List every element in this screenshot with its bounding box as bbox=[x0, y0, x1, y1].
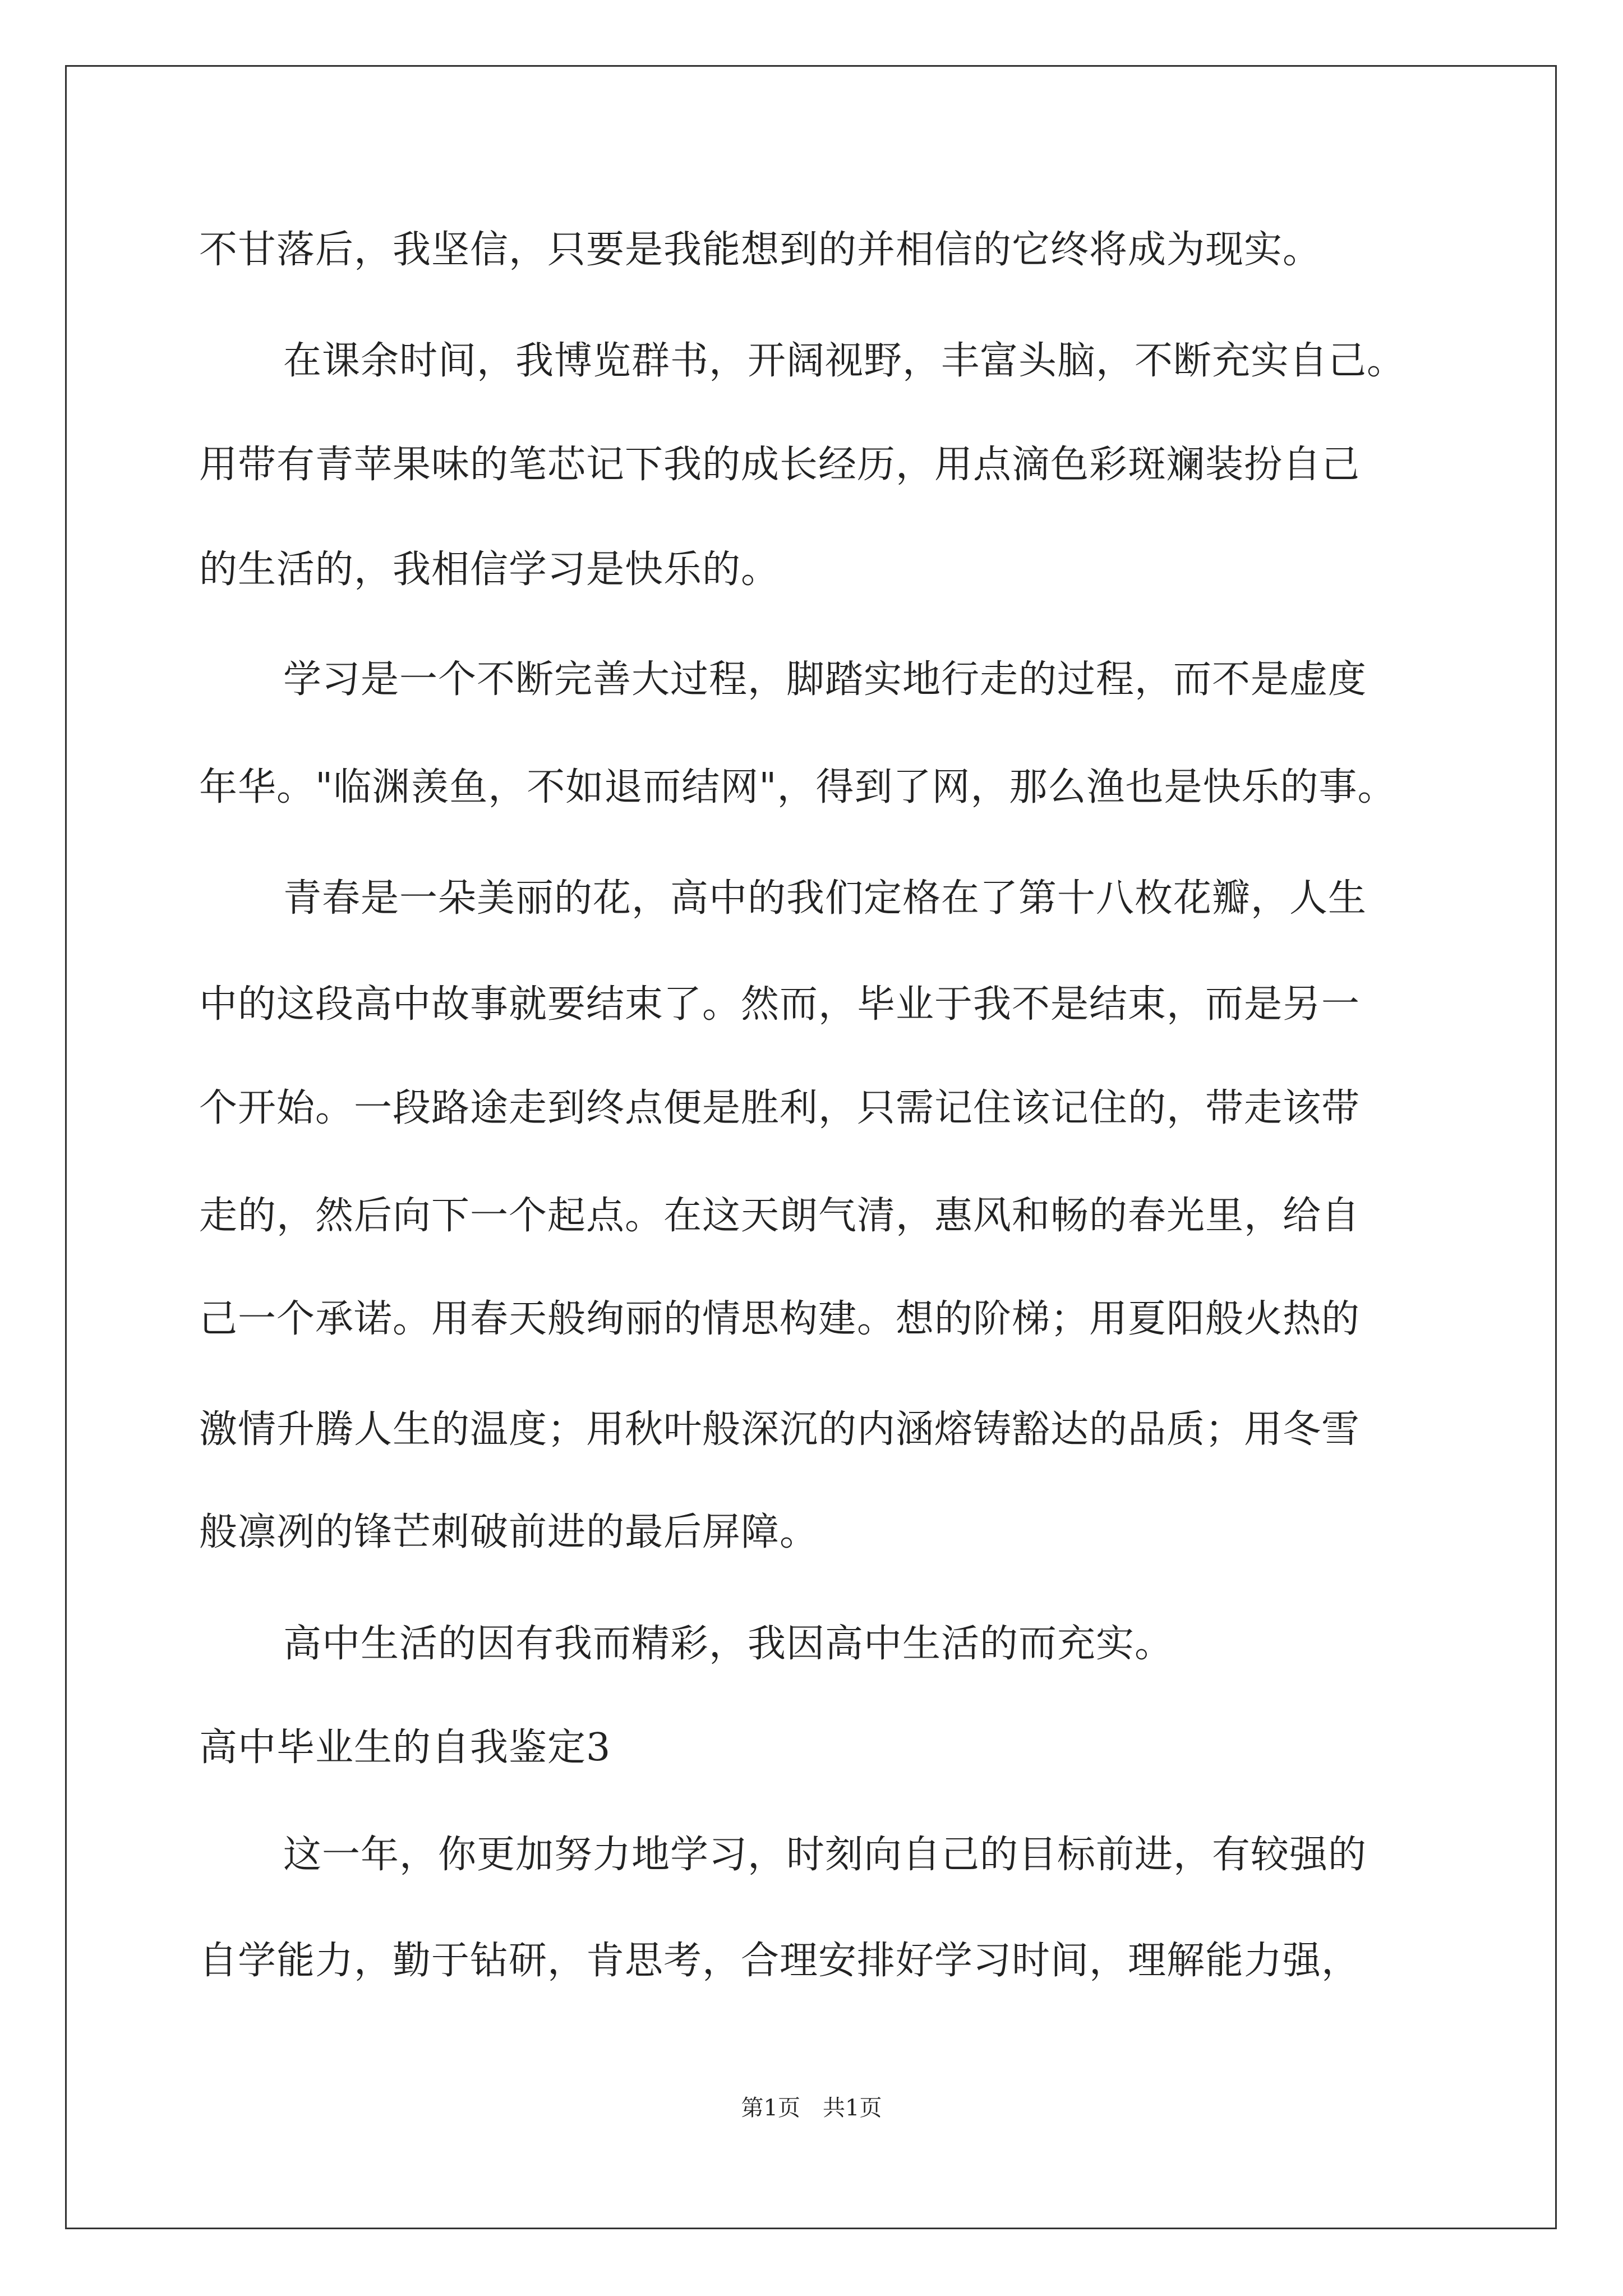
text-line-11: 己一个承诺。用春天般绚丽的情思构建。想的阶梯；用夏阳般火热的 bbox=[199, 1297, 1361, 1341]
text-line-16: 自学能力，勤于钻研，肯思考，合理安排好学习时间，理解能力强， bbox=[199, 1939, 1361, 1983]
text-line-5: 学习是一个不断完善大过程，脚踏实地行走的过程，而不是虚度 bbox=[283, 657, 1367, 702]
text-line-14: 高中生活的因有我而精彩，我因高中生活的而充实。 bbox=[283, 1622, 1174, 1666]
text-line-3: 用带有青苹果味的笔芯记下我的成长经历，用点滴色彩斑斓装扮自己 bbox=[199, 443, 1361, 487]
text-line-9: 个开始。一段路途走到终点便是胜利，只需记住该记住的，带走该带 bbox=[199, 1086, 1361, 1130]
page-number-footer: 第1页 共1页 bbox=[741, 2095, 882, 2121]
text-line-8: 中的这段高中故事就要结束了。然而，毕业于我不是结束，而是另一 bbox=[199, 982, 1361, 1027]
text-line-6: 年华。"临渊羡鱼，不如退而结网"，得到了网，那么渔也是快乐的事。 bbox=[199, 765, 1396, 809]
page-border bbox=[65, 65, 1557, 2229]
text-line-1: 不甘落后，我坚信，只要是我能想到的并相信的它终将成为现实。 bbox=[199, 228, 1322, 272]
text-line-10: 走的，然后向下一个起点。在这天朗气清，惠风和畅的春光里，给自 bbox=[199, 1194, 1361, 1238]
section-heading: 高中毕业生的自我鉴定3 bbox=[199, 1726, 611, 1770]
text-line-13: 般凛冽的锋芒刺破前进的最后屏障。 bbox=[199, 1510, 819, 1554]
text-line-4: 的生活的，我相信学习是快乐的。 bbox=[199, 547, 780, 592]
text-line-12: 激情升腾人生的温度；用秋叶般深沉的内涵熔铸豁达的品质；用冬雪 bbox=[199, 1407, 1361, 1452]
text-line-15: 这一年，你更加努力地学习，时刻向自己的目标前进，有较强的 bbox=[283, 1833, 1367, 1877]
text-line-2: 在课余时间，我博览群书，开阔视野，丰富头脑，不断充实自己。 bbox=[283, 339, 1406, 383]
text-line-7: 青春是一朵美丽的花，高中的我们定格在了第十八枚花瓣，人生 bbox=[283, 876, 1367, 921]
